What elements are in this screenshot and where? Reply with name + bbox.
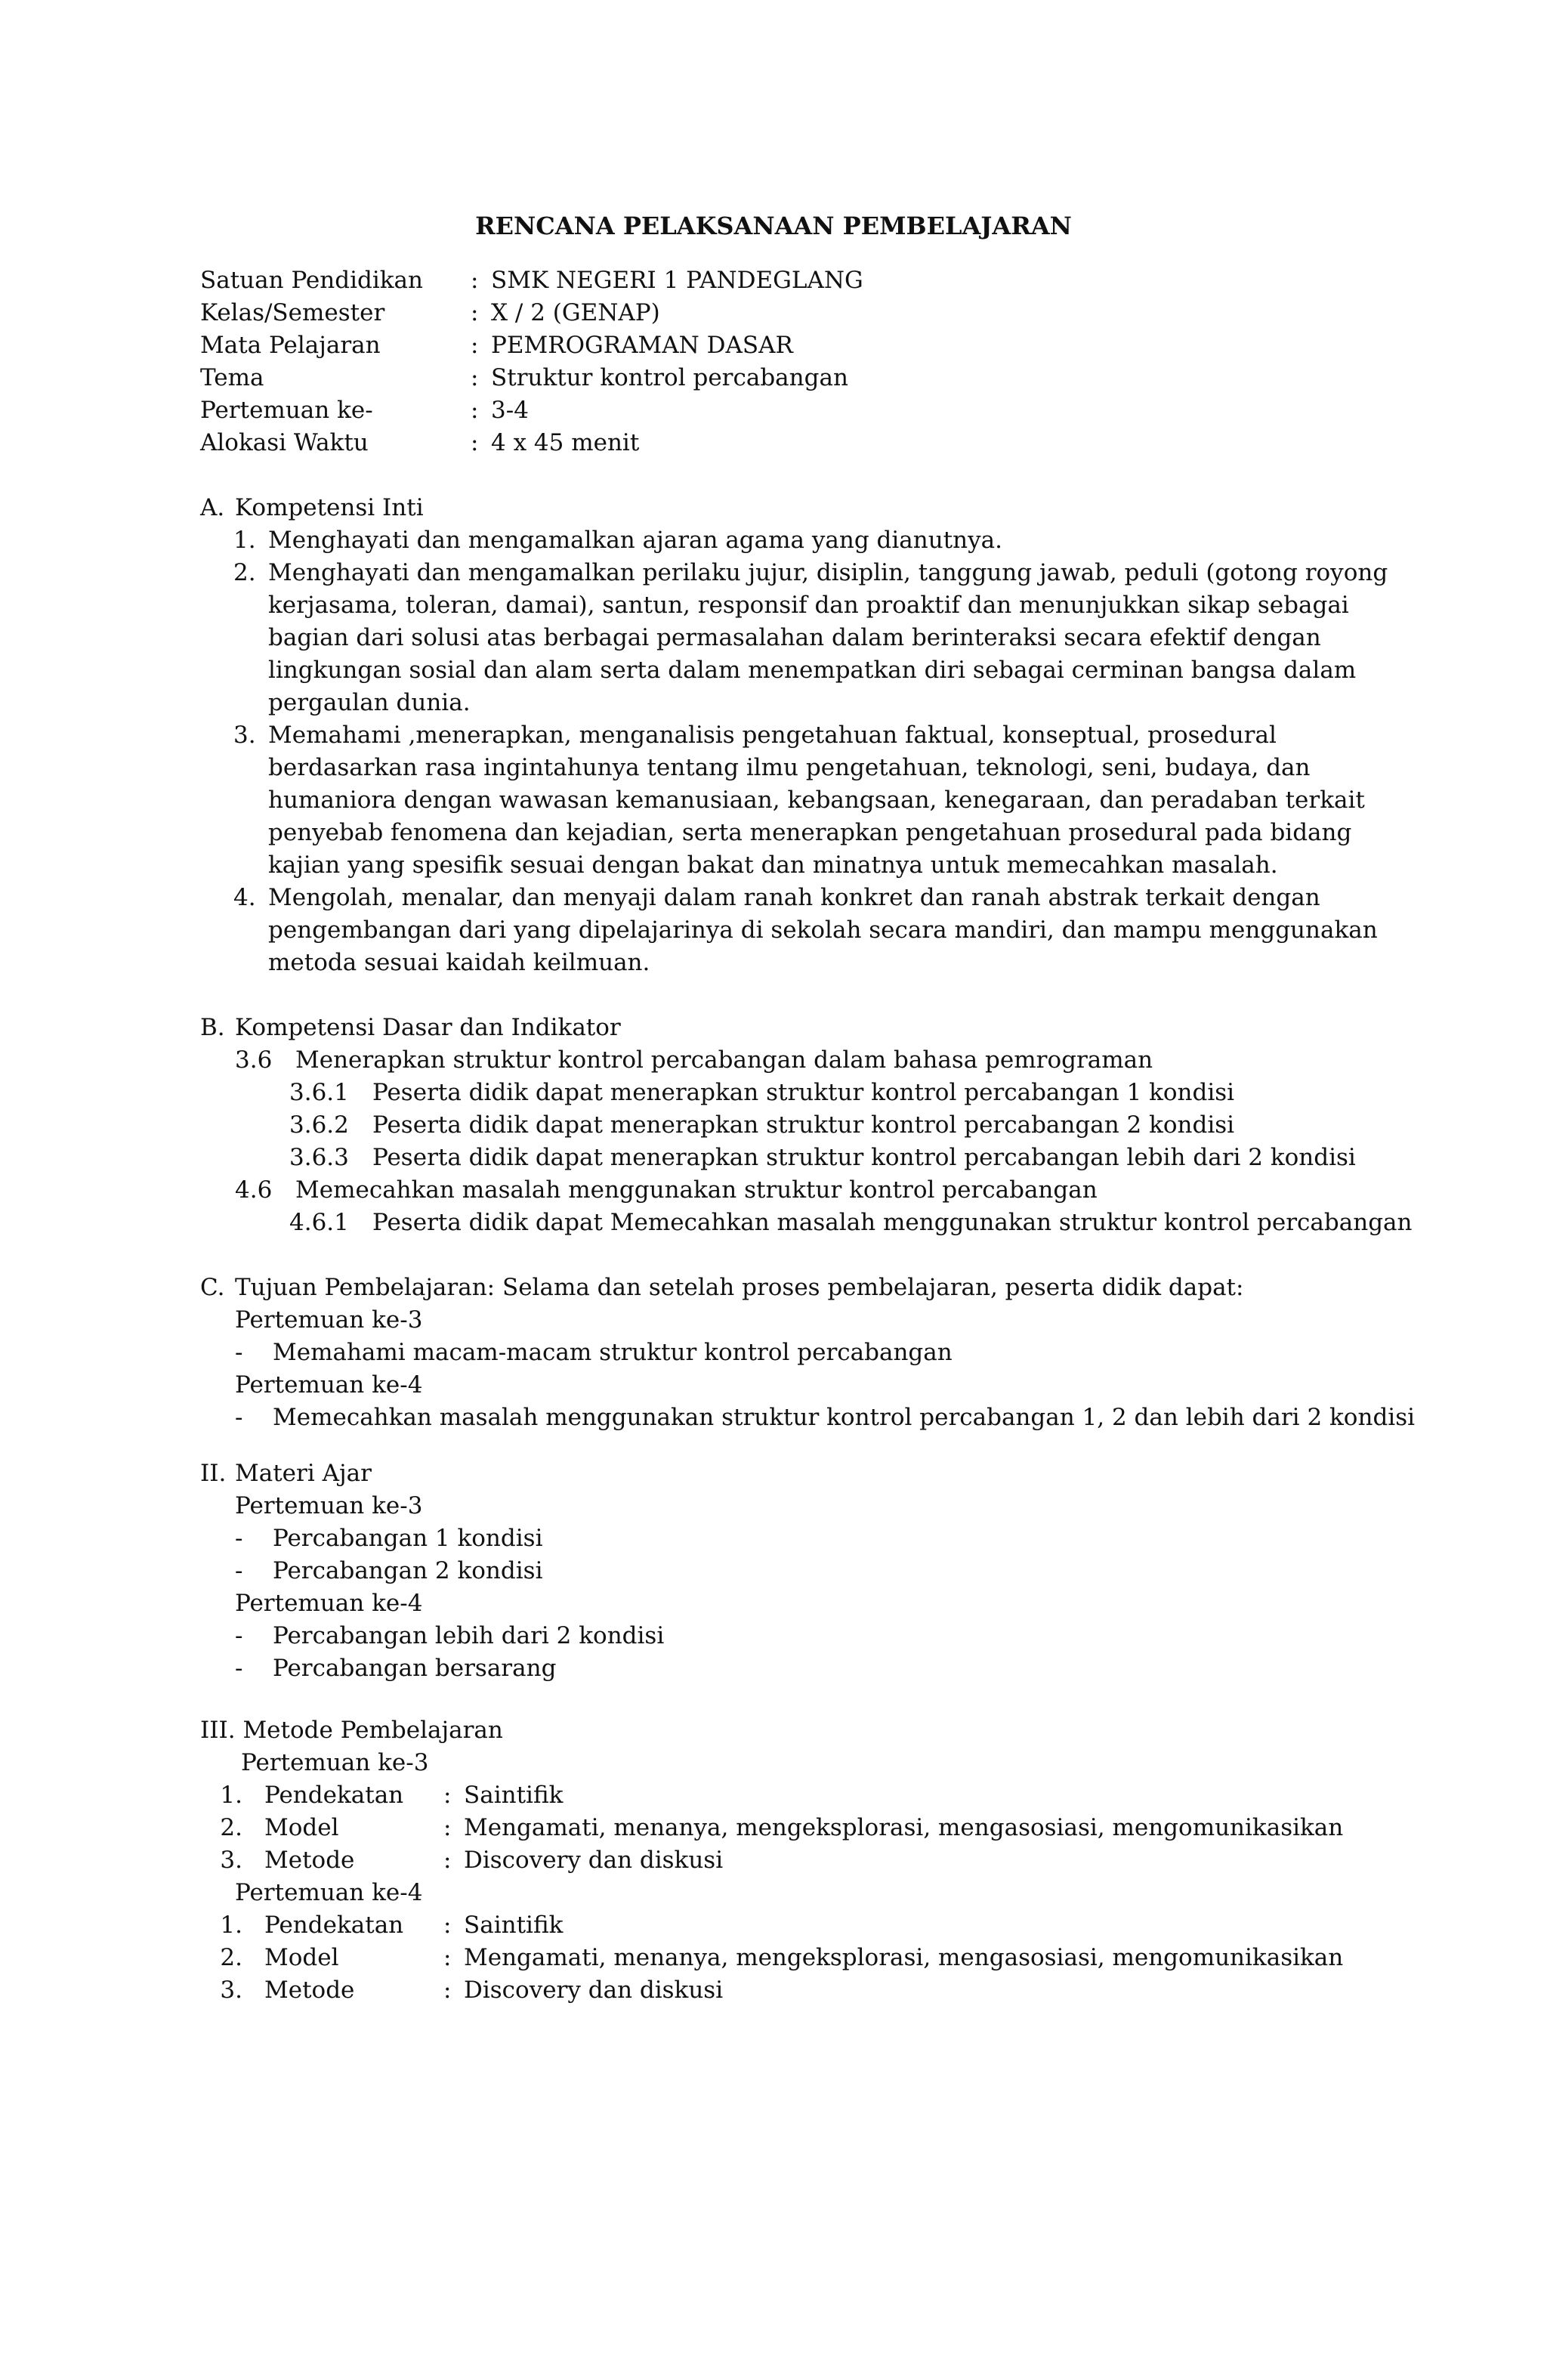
- section-title: Kompetensi Dasar dan Indikator: [235, 1014, 621, 1041]
- meta-value: 3-4: [491, 397, 529, 424]
- section-letter: C.: [200, 1274, 225, 1301]
- meta-value: X / 2 (GENAP): [491, 299, 660, 326]
- method-row: [200, 1844, 1424, 1877]
- method-colon: :: [443, 1814, 452, 1841]
- list-item: [200, 1522, 1424, 1555]
- list-item: [200, 1337, 1424, 1369]
- meeting-label: Pertemuan ke-4: [235, 1371, 423, 1399]
- item-text: Percabangan lebih dari 2 kondisi: [273, 1622, 665, 1649]
- item-number: 2.: [233, 559, 256, 586]
- bullet-dash: -: [235, 1622, 243, 1649]
- method-number: 2.: [220, 1944, 242, 1971]
- meta-colon: :: [471, 299, 479, 326]
- method-label: Pendekatan: [264, 1912, 404, 1939]
- meta-value: SMK NEGERI 1 PANDEGLANG: [491, 267, 863, 294]
- meta-value: Struktur kontrol percabangan: [491, 364, 848, 391]
- method-label: Metode: [264, 1847, 355, 1874]
- document-title: RENCANA PELAKSANAAN PEMBELAJARAN: [475, 212, 1072, 240]
- indicator-text: Peserta didik dapat menerapkan struktur kontrol percabangan lebih dari 2 kondisi: [372, 1144, 1356, 1171]
- item-text: Percabangan 1 kondisi: [273, 1525, 543, 1552]
- meta-label: Pertemuan ke-: [200, 397, 373, 424]
- item-text: Percabangan bersarang: [273, 1655, 557, 1682]
- indicator-text: Peserta didik dapat Memecahkan masalah menggunakan struktur kontrol percabangan: [372, 1209, 1413, 1236]
- kd-text: Menerapkan struktur kontrol percabangan dalam bahasa pemrograman: [295, 1046, 1153, 1074]
- meeting-label: Pertemuan ke-4: [235, 1879, 423, 1906]
- list-item: [200, 1555, 1424, 1587]
- section-heading: [200, 492, 1424, 524]
- section-heading: [200, 1457, 1424, 1490]
- method-colon: :: [443, 1847, 452, 1874]
- kd-number: 3.6: [235, 1046, 273, 1074]
- method-row: [200, 1909, 1424, 1942]
- identity-block: [200, 264, 863, 459]
- method-value: Discovery dan diskusi: [464, 1847, 724, 1874]
- item-text: Memahami ,menerapkan, menganalisis pengetahuan faktual, konseptual, prosedural berdasarkan rasa ingintahunya tentang ilmu pengetahuan, teknologi, seni, budaya, dan humaniora dengan wawasan kemanusiaan, kebangsaan, kenegaraan, dan peradaban terkait penyebab fenomena dan kejadian, serta menerapkan pengetahuan prosedural pada bidang kajian yang spesifik sesuai dengan bakat dan minatnya untuk memecahkan masalah.: [268, 722, 1365, 879]
- method-number: 2.: [220, 1814, 242, 1841]
- bullet-dash: -: [235, 1525, 243, 1552]
- meta-colon: :: [471, 332, 479, 359]
- section-heading: [200, 1012, 1424, 1044]
- section-title: Materi Ajar: [235, 1460, 372, 1487]
- section-letter: A.: [200, 494, 225, 521]
- meta-row-tema: [200, 362, 863, 394]
- indicator-number: 3.6.3: [289, 1144, 349, 1171]
- method-number: 1.: [220, 1912, 242, 1939]
- meta-row-pertemuan: [200, 394, 863, 427]
- indicator-number: 3.6.2: [289, 1111, 349, 1139]
- meta-label: Kelas/Semester: [200, 299, 385, 326]
- section-title: Tujuan Pembelajaran: Selama dan setelah proses pembelajaran, peserta didik dapat:: [235, 1274, 1244, 1301]
- list-item: [200, 1652, 1424, 1685]
- bullet-dash: -: [235, 1339, 243, 1366]
- list-item: [200, 719, 1424, 882]
- indicator-text: Peserta didik dapat menerapkan struktur kontrol percabangan 2 kondisi: [372, 1111, 1235, 1139]
- method-row: [200, 1942, 1424, 1974]
- item-text: Memahami macam-macam struktur kontrol percabangan: [273, 1339, 953, 1366]
- meta-colon: :: [471, 397, 479, 424]
- meta-row-alokasi: [200, 427, 863, 459]
- method-value: Mengamati, menanya, mengeksplorasi, mengasosiasi, mengomunikasikan: [464, 1944, 1344, 1971]
- indicator-text: Peserta didik dapat menerapkan struktur kontrol percabangan 1 kondisi: [372, 1079, 1235, 1106]
- kd-item: [200, 1044, 1424, 1077]
- section-letter: II.: [200, 1460, 227, 1487]
- meta-value: 4 x 45 menit: [491, 429, 640, 456]
- indicator-number: 3.6.1: [289, 1079, 349, 1106]
- meta-label: Tema: [200, 364, 264, 391]
- bullet-dash: -: [235, 1655, 243, 1682]
- indicator-item: [200, 1207, 1424, 1239]
- method-row: [200, 1779, 1424, 1812]
- section-metode-pembelajaran: [200, 1714, 1424, 2007]
- item-number: 1.: [233, 527, 256, 554]
- method-value: Mengamati, menanya, mengeksplorasi, mengasosiasi, mengomunikasikan: [464, 1814, 1344, 1841]
- section-kompetensi-inti: [200, 492, 1424, 979]
- section-heading: [200, 1272, 1424, 1304]
- indicator-item: [200, 1109, 1424, 1142]
- meta-label: Satuan Pendidikan: [200, 267, 423, 294]
- meta-row-mapel: [200, 329, 863, 362]
- method-number: 3.: [220, 1847, 242, 1874]
- indicator-number: 4.6.1: [289, 1209, 349, 1236]
- list-item: [200, 1402, 1424, 1434]
- method-value: Saintifik: [464, 1912, 564, 1939]
- list-item: [200, 882, 1424, 979]
- meta-colon: :: [471, 364, 479, 391]
- item-text: Percabangan 2 kondisi: [273, 1557, 543, 1584]
- method-label: Model: [264, 1944, 339, 1971]
- bullet-dash: -: [235, 1557, 243, 1584]
- item-text: Memecahkan masalah menggunakan struktur kontrol percabangan 1, 2 dan lebih dari 2 kondisi: [273, 1404, 1416, 1431]
- list-item: [200, 1620, 1424, 1652]
- item-number: 4.: [233, 884, 256, 911]
- meta-colon: :: [471, 429, 479, 456]
- method-number: 1.: [220, 1782, 242, 1809]
- method-colon: :: [443, 1782, 452, 1809]
- meeting-label: Pertemuan ke-3: [241, 1749, 429, 1776]
- meta-value: PEMROGRAMAN DASAR: [491, 332, 793, 359]
- item-text: Menghayati dan mengamalkan perilaku jujur, disiplin, tanggung jawab, peduli (gotong royong kerjasama, toleran, damai), santun, responsif dan proaktif dan menunjukkan sikap sebagai bagian dari solusi atas berbagai permasalahan dalam berinteraksi secara efektif dengan lingkungan sosial dan alam serta dalam menempatkan diri sebagai cerminan bangsa dalam pergaulan dunia.: [268, 559, 1388, 716]
- list-item: [200, 524, 1424, 557]
- item-text: Mengolah, menalar, dan menyaji dalam ranah konkret dan ranah abstrak terkait dengan pengembangan dari yang dipelajarinya di sekolah secara mandiri, dan mampu menggunakan metoda sesuai kaidah keilmuan.: [268, 884, 1378, 976]
- section-kompetensi-dasar: [200, 1012, 1424, 1239]
- method-label: Pendekatan: [264, 1782, 404, 1809]
- section-letter: B.: [200, 1014, 225, 1041]
- kd-text: Memecahkan masalah menggunakan struktur kontrol percabangan: [295, 1176, 1098, 1204]
- kd-number: 4.6: [235, 1176, 273, 1204]
- meeting-label: Pertemuan ke-3: [235, 1492, 423, 1519]
- list-item: [200, 557, 1424, 719]
- method-row: [200, 1974, 1424, 2007]
- method-value: Saintifik: [464, 1782, 564, 1809]
- item-text: Menghayati dan mengamalkan ajaran agama yang dianutnya.: [268, 527, 1002, 554]
- meta-row-kelas: [200, 297, 863, 329]
- section-tujuan-pembelajaran: [200, 1272, 1424, 1434]
- indicator-item: [200, 1077, 1424, 1109]
- method-colon: :: [443, 1944, 452, 1971]
- meeting-label: Pertemuan ke-3: [235, 1306, 423, 1334]
- method-colon: :: [443, 1977, 452, 2004]
- method-value: Discovery dan diskusi: [464, 1977, 724, 2004]
- section-heading: III. Metode Pembelajaran: [200, 1717, 503, 1744]
- meeting-label: Pertemuan ke-4: [235, 1590, 423, 1617]
- meta-label: Alokasi Waktu: [200, 429, 369, 456]
- section-title: Kompetensi Inti: [235, 494, 424, 521]
- section-materi-ajar: [200, 1457, 1424, 1685]
- method-colon: :: [443, 1912, 452, 1939]
- method-label: Model: [264, 1814, 339, 1841]
- meta-colon: :: [471, 267, 479, 294]
- method-row: [200, 1812, 1424, 1844]
- meta-label: Mata Pelajaran: [200, 332, 381, 359]
- indicator-item: [200, 1142, 1424, 1174]
- meta-row-satuan: [200, 264, 863, 297]
- bullet-dash: -: [235, 1404, 243, 1431]
- method-label: Metode: [264, 1977, 355, 2004]
- kd-item: [200, 1174, 1424, 1207]
- item-number: 3.: [233, 722, 256, 749]
- method-number: 3.: [220, 1977, 242, 2004]
